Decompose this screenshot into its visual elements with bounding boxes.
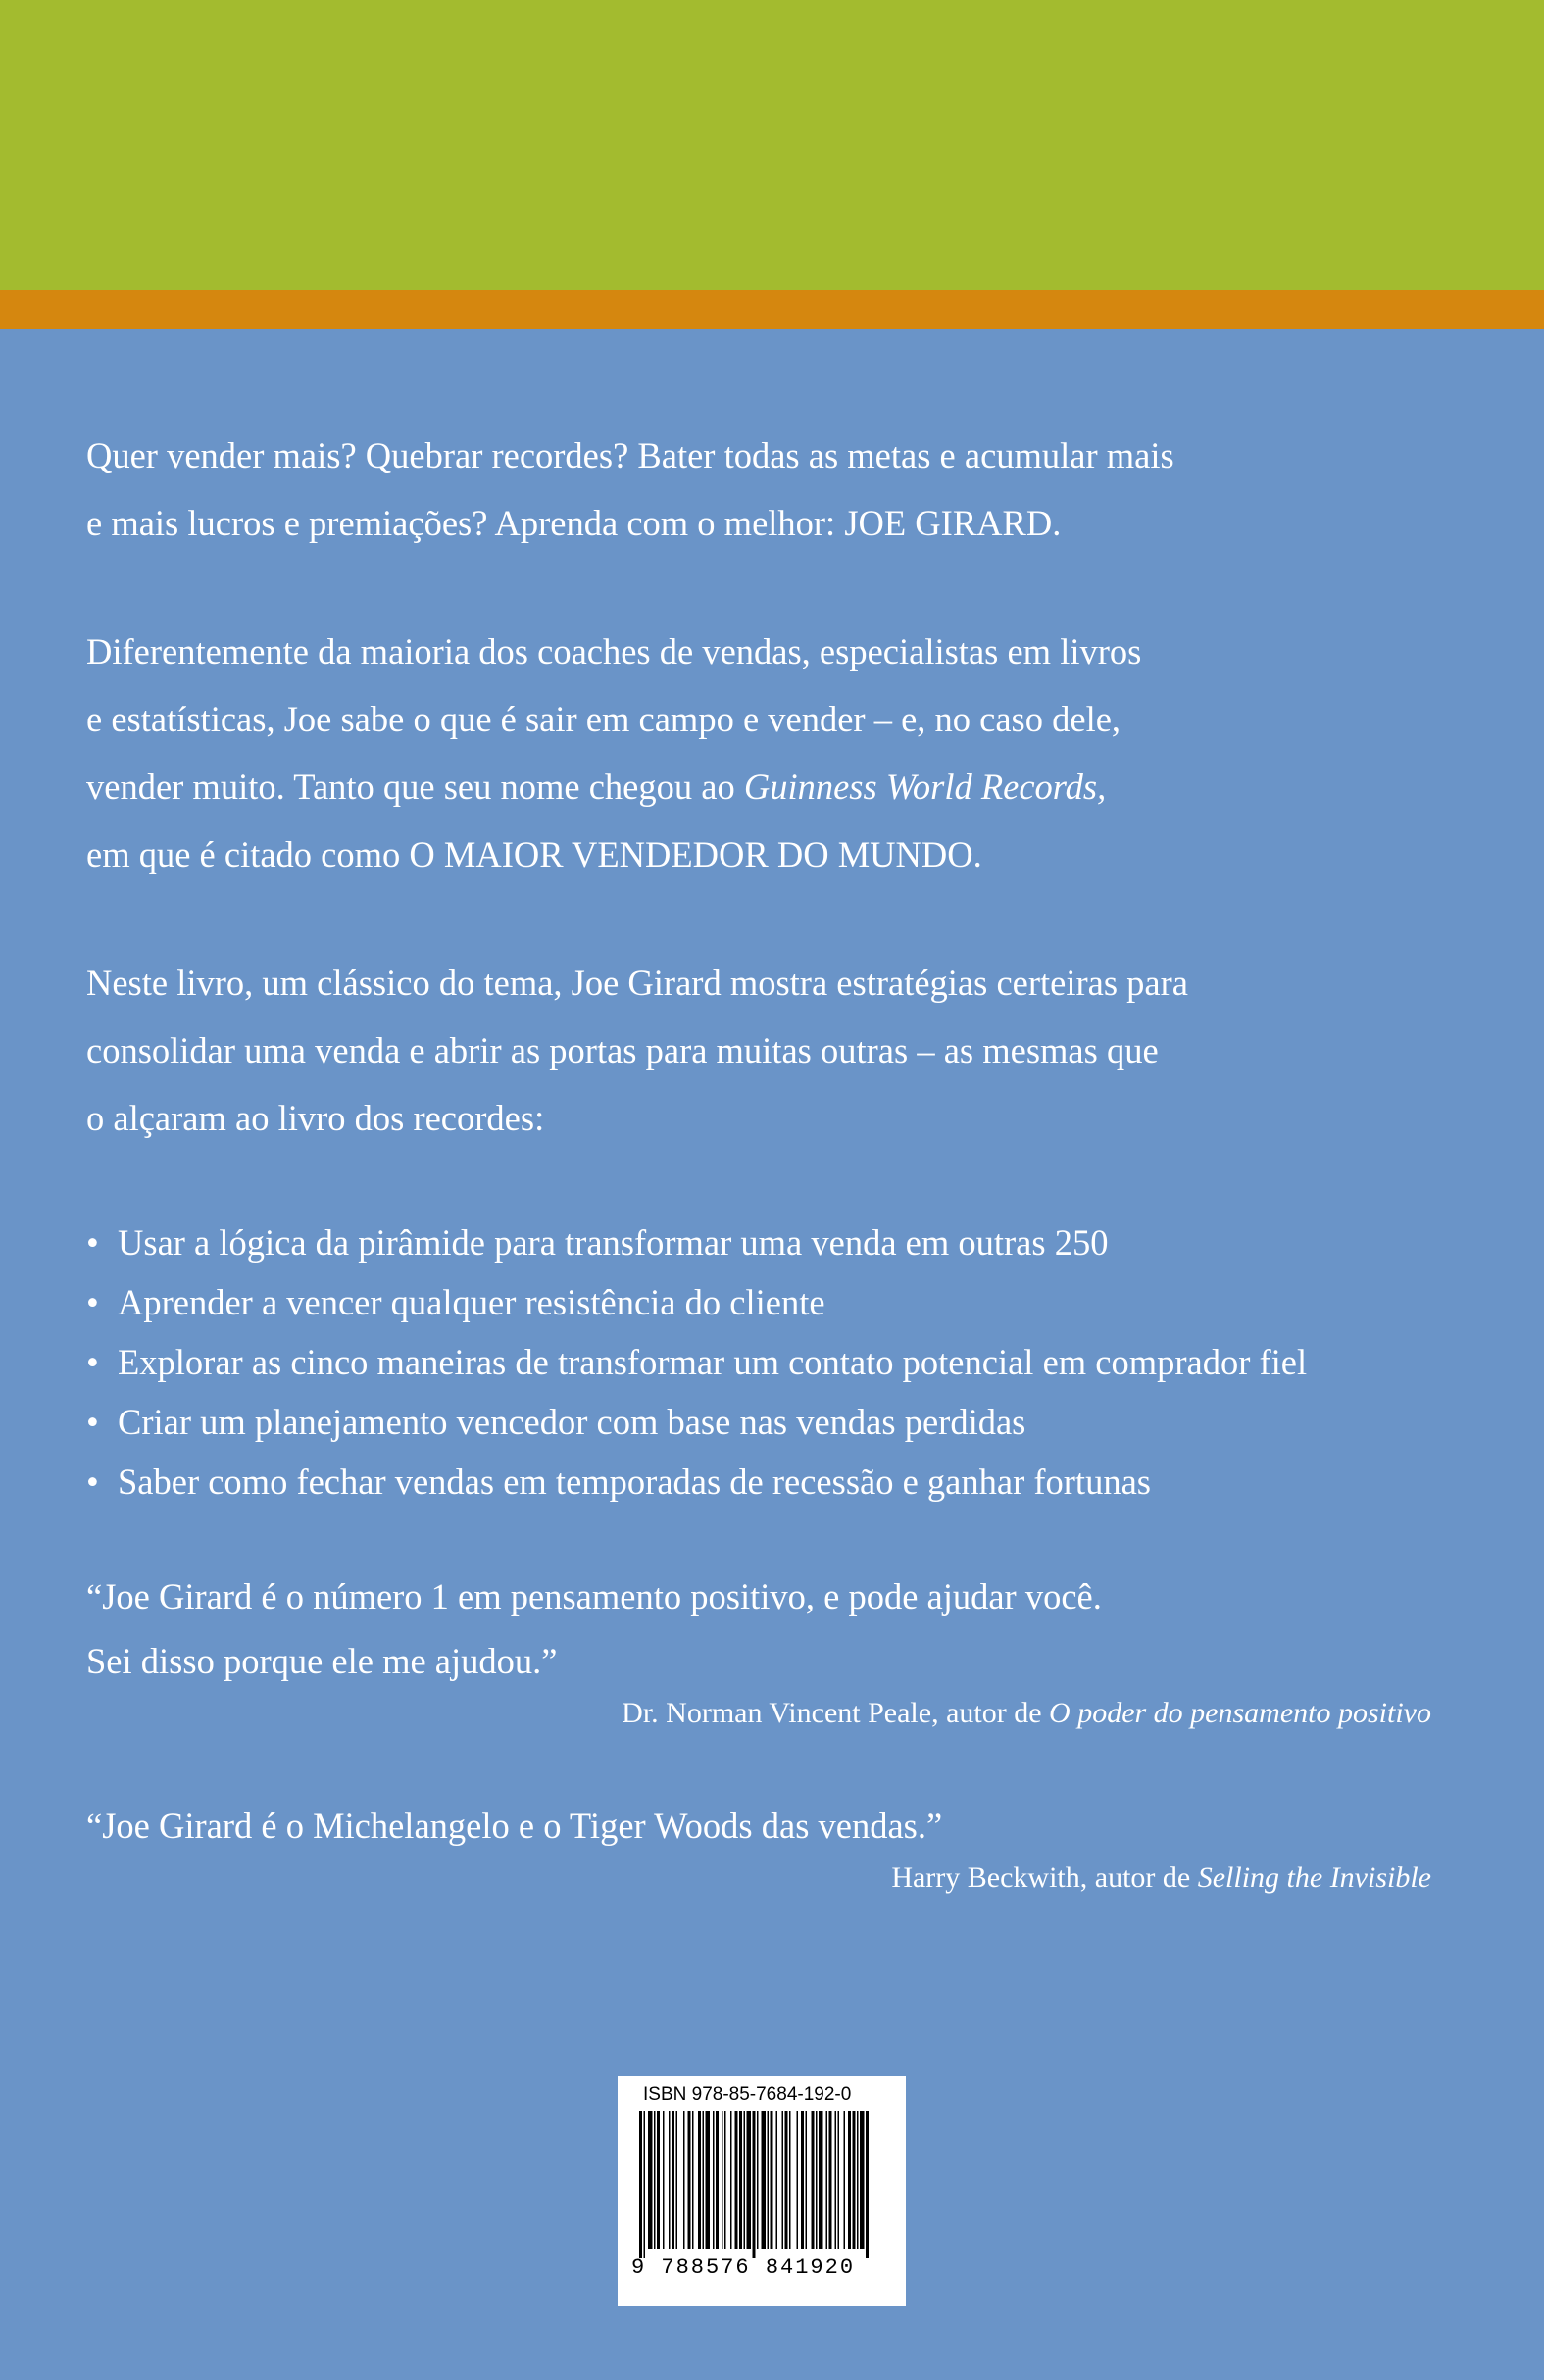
- book-line: Neste livro, um clássico do tema, Joe Girard mostra estratégias certeiras para: [86, 963, 1188, 1003]
- barcode-bar: [724, 2111, 726, 2249]
- bullet-icon: •: [86, 1282, 99, 1322]
- barcode-bar: [703, 2111, 705, 2249]
- barcode-bar: [713, 2111, 715, 2249]
- barcode-bar: [676, 2111, 678, 2249]
- barcode-bar: [860, 2111, 865, 2249]
- barcode-bar: [692, 2111, 694, 2249]
- barcode-digits: 9 788576 841920: [631, 2256, 856, 2280]
- barcode-bar: [669, 2111, 671, 2249]
- quote-line: Sei disso porque ele me ajudou.”: [86, 1641, 558, 1681]
- barcode-bar: [757, 2111, 759, 2249]
- barcode-bar: [812, 2111, 815, 2249]
- guinness-title: Guinness World Records,: [743, 767, 1107, 807]
- barcode-bar: [644, 2111, 646, 2258]
- barcode-bar: [857, 2111, 859, 2249]
- barcode-bar: [782, 2111, 784, 2249]
- bullet-icon: •: [86, 1222, 99, 1263]
- about-paragraph: [86, 618, 1459, 888]
- barcode-bar: [654, 2111, 656, 2249]
- barcode-bar: [730, 2111, 732, 2249]
- barcode-bar: [639, 2111, 642, 2258]
- book-line: o alçaram ao livro dos recordes:: [86, 1098, 545, 1138]
- barcode-bar: [866, 2111, 869, 2258]
- list-item-text: Explorar as cinco maneiras de transformar um contato potencial em comprador fiel: [118, 1342, 1308, 1382]
- about-line: e estatísticas, Joe sabe o que é sair em campo e vender – e, no caso dele,: [86, 699, 1121, 739]
- quote-line: “Joe Girard é o Michelangelo e o Tiger Woods das vendas.”: [86, 1806, 943, 1846]
- testimonial-quote: [86, 1564, 1459, 1694]
- intro-line: e mais lucros e premiações? Aprenda com o melhor: JOE GIRARD.: [86, 503, 1062, 543]
- orange-stripe: [0, 290, 1544, 329]
- barcode-bar: [835, 2111, 837, 2249]
- barcode-bar: [722, 2111, 723, 2249]
- barcode-bar: [747, 2111, 752, 2249]
- strategy-list: [86, 1213, 1459, 1512]
- book-paragraph: [86, 949, 1459, 1152]
- barcode-bar: [648, 2111, 653, 2249]
- list-item: [86, 1332, 1459, 1392]
- testimonial-attribution: [86, 1859, 1431, 1898]
- attribution-author: Harry Beckwith, autor de: [891, 1861, 1198, 1894]
- barcode-bar: [838, 2111, 840, 2249]
- barcode-bar: [735, 2111, 738, 2249]
- list-item: [86, 1392, 1459, 1452]
- barcode-bar: [753, 2111, 756, 2258]
- barcode-bar: [771, 2111, 773, 2249]
- attribution-work: Selling the Invisible: [1197, 1861, 1431, 1894]
- bullet-icon: •: [86, 1402, 99, 1442]
- barcode-bar: [853, 2111, 856, 2249]
- list-item-text: Aprender a vencer qualquer resistência do cliente: [118, 1282, 825, 1322]
- barcode-bar: [706, 2111, 711, 2249]
- about-line-text: vender muito. Tanto que seu nome chegou ao: [86, 767, 744, 807]
- about-line: [86, 753, 1459, 820]
- back-cover-text: [86, 421, 1459, 1898]
- list-item-text: Usar a lógica da pirâmide para transformar uma venda em outras 250: [118, 1222, 1109, 1263]
- barcode-bar: [848, 2111, 851, 2249]
- barcode-bar: [844, 2111, 846, 2249]
- top-color-band: [0, 0, 1544, 290]
- list-item: [86, 1213, 1459, 1272]
- barcode-bar: [806, 2111, 808, 2249]
- barcode-bar: [683, 2111, 685, 2249]
- list-item-text: Criar um planejamento vencedor com base nas vendas perdidas: [118, 1402, 1026, 1442]
- testimonial-quote: [86, 1794, 1459, 1859]
- barcode-bar: [816, 2111, 818, 2249]
- testimonial-peale: [86, 1564, 1459, 1733]
- list-item: [86, 1452, 1459, 1512]
- barcode-bar: [698, 2111, 701, 2249]
- barcode-bar: [688, 2111, 691, 2249]
- testimonial-attribution: [86, 1694, 1431, 1733]
- bullet-icon: •: [86, 1342, 99, 1382]
- barcode-bar: [829, 2111, 832, 2249]
- barcode-bar: [785, 2111, 788, 2249]
- bullet-icon: •: [86, 1462, 99, 1502]
- barcode-bar: [819, 2111, 823, 2249]
- barcode-bar: [716, 2111, 719, 2249]
- list-item: [86, 1272, 1459, 1332]
- barcode-bar: [657, 2111, 660, 2249]
- barcode-bar: [663, 2111, 665, 2249]
- barcode-bar: [776, 2111, 778, 2249]
- isbn-barcode: [618, 2076, 906, 2306]
- book-line: consolidar uma venda e abrir as portas para muitas outras – as mesmas que: [86, 1030, 1159, 1070]
- intro-paragraph: [86, 421, 1459, 557]
- barcode-bar: [789, 2111, 791, 2249]
- barcode-bar: [739, 2111, 742, 2249]
- isbn-label: ISBN 978-85-7684-192-0: [643, 2084, 852, 2105]
- barcode-bar: [801, 2111, 804, 2249]
- barcode-bar: [762, 2111, 767, 2249]
- barcode-bar: [672, 2111, 674, 2249]
- barcode-bars: [631, 2111, 892, 2258]
- testimonial-beckwith: [86, 1794, 1459, 1898]
- list-item-text: Saber como fechar vendas em temporadas de recessão e ganhar fortunas: [118, 1462, 1151, 1502]
- barcode-bar: [826, 2111, 828, 2249]
- intro-line: Quer vender mais? Quebrar recordes? Bater todas as metas e acumular mais: [86, 435, 1174, 475]
- quote-line: “Joe Girard é o número 1 em pensamento positivo, e pode ajudar você.: [86, 1576, 1102, 1616]
- attribution-work: O poder do pensamento positivo: [1049, 1697, 1431, 1729]
- about-line: Diferentemente da maioria dos coaches de vendas, especialistas em livros: [86, 631, 1142, 671]
- barcode-bar: [797, 2111, 799, 2249]
- about-line: em que é citado como O MAIOR VENDEDOR DO MUNDO.: [86, 834, 982, 874]
- barcode-bar: [768, 2111, 770, 2249]
- barcode-bar: [744, 2111, 746, 2249]
- attribution-author: Dr. Norman Vincent Peale, autor de: [622, 1697, 1050, 1729]
